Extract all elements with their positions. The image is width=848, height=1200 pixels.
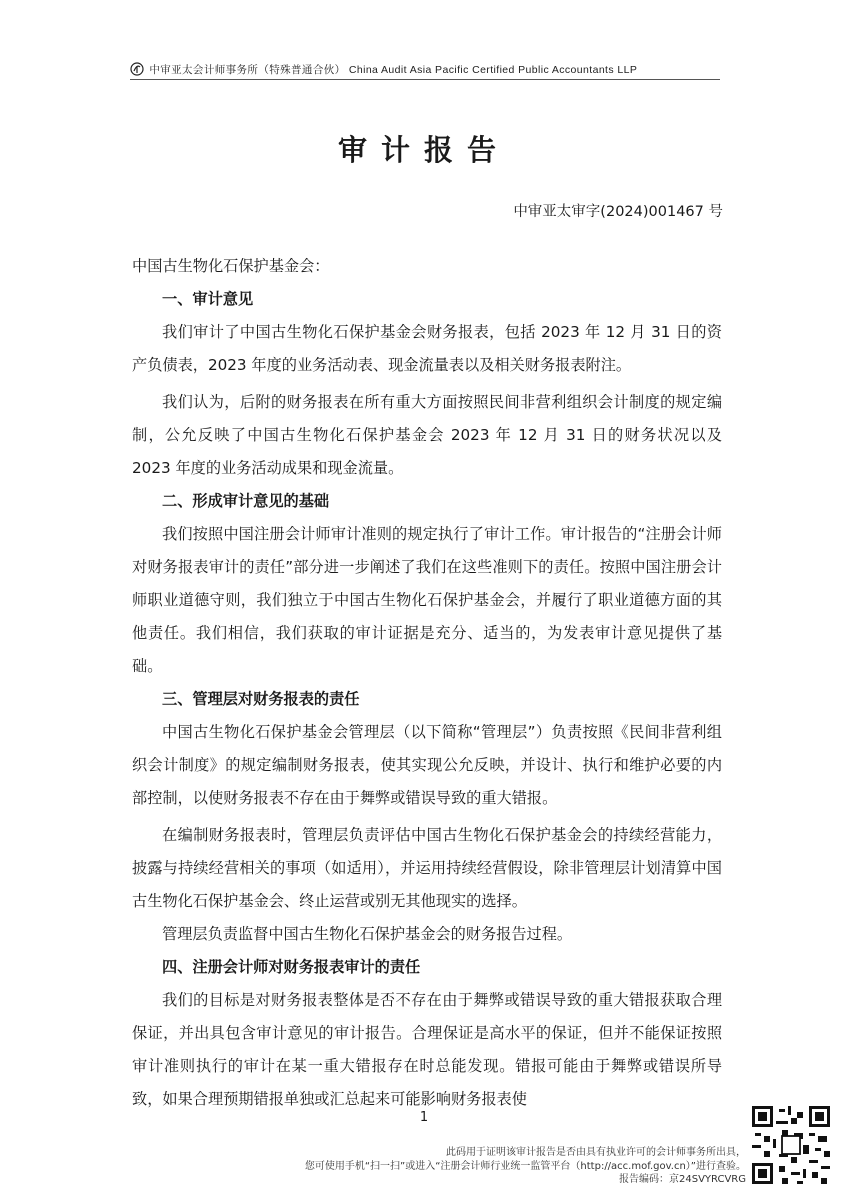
paragraph: 我们按照中国注册会计师审计准则的规定执行了审计工作。审计报告的“注册会计师对财务报表审计的责任”部分进一步阐述了我们在这些准则下的责任。按照中国注册会计师职业道德守则，我们独立于中国古生物化石保护基金会，并履行了职业道德方面的其他责任。我们相信，我们获取的审计证据是充分、适当的，为发表审计意见提供了基础。	[132, 525, 722, 675]
verification-line: 您可使用手机“扫一扫”或进入“注册会计师行业统一监管平台（http://acc.mof.gov.cn）”进行查验。	[304, 1160, 746, 1172]
page-number: 1	[419, 1110, 429, 1125]
report-reference-number: 中审亚太审字(2024)001467 号	[513, 204, 723, 220]
report-title: 审计报告	[337, 133, 510, 167]
firm-name-en: China Audit Asia Pacific Certified Public Accountants LLP	[348, 64, 638, 76]
paragraph: 我们的目标是对财务报表整体是否不存在由于舞弊或错误导致的重大错报获取合理保证，并出具包含审计意见的审计报告。合理保证是高水平的保证，但并不能保证按照审计准则执行的审计在某一重大错报存在时总能发现。错报可能由于舞弊或错误所导致，如果合理预期错报单独或汇总起来可能影响财务报表使	[132, 991, 722, 1108]
paragraph: 管理层负责监督中国古生物化石保护基金会的财务报告过程。	[162, 925, 573, 943]
firm-header	[130, 62, 720, 80]
verification-line: 此码用于证明该审计报告是否由具有执业许可的会计师事务所出具，	[446, 1147, 746, 1158]
paragraph: 我们审计了中国古生物化石保护基金会财务报表，包括 2023 年 12 月 31 日的资产负债表，2023 年度的业务活动表、现金流量表以及相关财务报表附注。	[132, 323, 722, 374]
firm-name-cn: 中审亚太会计师事务所（特殊普通合伙）	[149, 64, 346, 76]
report-body	[132, 250, 722, 1116]
section-heading: 四、注册会计师对财务报表审计的责任	[162, 958, 421, 976]
section-heading: 一、审计意见	[162, 290, 254, 308]
paragraph: 我们认为，后附的财务报表在所有重大方面按照民间非营利组织会计制度的规定编制，公允反映了中国古生物化石保护基金会 2023 年 12 月 31 日的财务状况以及 2023 年度的业务活动成果和现金流量。	[132, 393, 722, 477]
firm-logo-icon	[130, 62, 144, 76]
report-code: 报告编码：京24SVYRCVRG	[619, 1174, 746, 1185]
addressee: 中国古生物化石保护基金会：	[132, 257, 330, 275]
paragraph: 中国古生物化石保护基金会管理层（以下简称“管理层”）负责按照《民间非营利组织会计制度》的规定编制财务报表，使其实现公允反映，并设计、执行和维护必要的内部控制，以使财务报表不存在由于舞弊或错误导致的重大错报。	[132, 723, 722, 807]
paragraph: 在编制财务报表时，管理层负责评估中国古生物化石保护基金会的持续经营能力，披露与持续经营相关的事项（如适用），并运用持续经营假设，除非管理层计划清算中国古生物化石保护基金会、终止运营或别无其他现实的选择。	[132, 826, 722, 910]
verification-qr-code[interactable]	[752, 1106, 830, 1184]
section-heading: 二、形成审计意见的基础	[162, 492, 330, 510]
verification-notice	[146, 1146, 746, 1187]
section-heading: 三、管理层对财务报表的责任	[162, 690, 360, 708]
